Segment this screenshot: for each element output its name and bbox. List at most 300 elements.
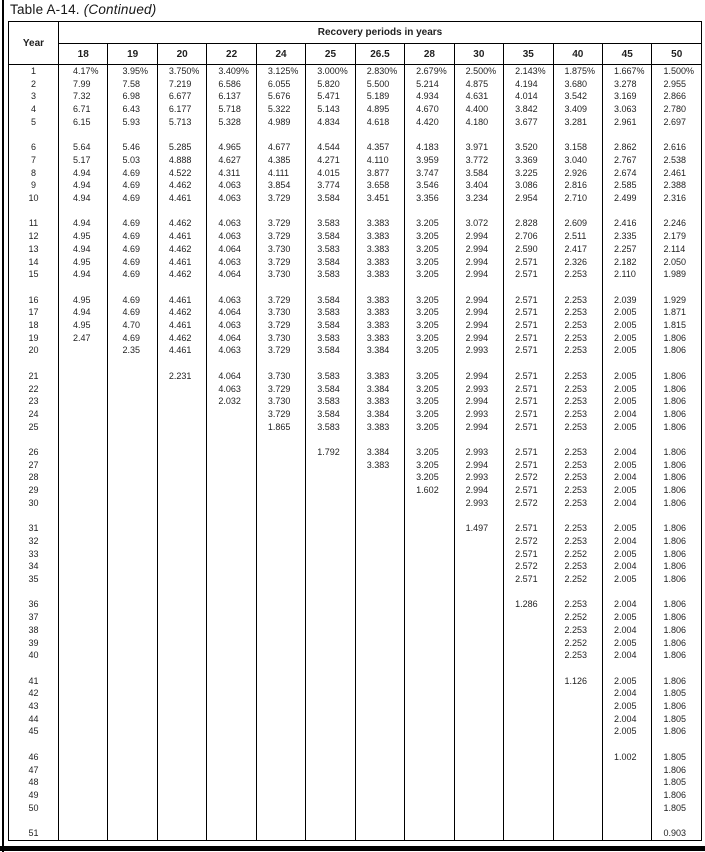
value-cell [256, 548, 305, 561]
value-cell: 3.000% [306, 65, 355, 78]
value-cell: 3.383 [355, 459, 404, 472]
value-cell: 3.729 [256, 383, 305, 396]
value-cell: 4.17% [59, 65, 108, 78]
value-cell: 2.005 [602, 459, 651, 472]
value-cell [553, 357, 602, 370]
value-cell [355, 357, 404, 370]
value-cell [59, 344, 108, 357]
table-row [9, 713, 702, 726]
value-cell: 1.806 [652, 675, 702, 688]
value-cell [157, 586, 206, 599]
value-cell: 2.004 [602, 598, 651, 611]
value-cell: 2.253 [553, 624, 602, 637]
value-cell [652, 129, 702, 142]
value-cell: 2.005 [602, 484, 651, 497]
value-cell: 1.126 [553, 675, 602, 688]
value-cell [454, 700, 503, 713]
value-cell: 3.584 [454, 167, 503, 180]
value-cell: 2.994 [454, 256, 503, 269]
value-cell: 1.806 [652, 700, 702, 713]
value-cell [405, 789, 454, 802]
value-cell [59, 827, 108, 840]
value-cell: 3.730 [256, 395, 305, 408]
value-cell: 4.834 [306, 116, 355, 129]
value-cell: 4.69 [108, 268, 157, 281]
value-cell: 2.253 [553, 459, 602, 472]
value-cell [454, 814, 503, 827]
value-cell [59, 205, 108, 218]
year-cell: 36 [9, 598, 59, 611]
value-cell: 3.772 [454, 154, 503, 167]
value-cell [602, 662, 651, 675]
value-cell [602, 738, 651, 751]
value-cell [405, 637, 454, 650]
value-cell [59, 814, 108, 827]
table-row [9, 649, 702, 662]
value-cell [454, 776, 503, 789]
value-cell: 2.004 [602, 624, 651, 637]
table-row [9, 167, 702, 180]
value-cell [207, 586, 256, 599]
value-cell: 3.383 [355, 268, 404, 281]
value-cell [553, 827, 602, 840]
value-cell [306, 789, 355, 802]
value-cell [405, 129, 454, 142]
value-cell [108, 586, 157, 599]
value-cell: 2.571 [504, 548, 553, 561]
value-cell: 2.994 [454, 294, 503, 307]
value-cell: 7.99 [59, 78, 108, 91]
value-cell: 4.94 [59, 167, 108, 180]
value-cell: 1.806 [652, 395, 702, 408]
value-cell [454, 433, 503, 446]
value-cell [306, 687, 355, 700]
value-cell [652, 433, 702, 446]
value-cell [454, 725, 503, 738]
value-cell [454, 281, 503, 294]
value-cell [59, 611, 108, 624]
value-cell [355, 738, 404, 751]
table-row [9, 179, 702, 192]
value-cell: 2.866 [652, 90, 702, 103]
value-cell [355, 662, 404, 675]
value-cell: 3.677 [504, 116, 553, 129]
value-cell [59, 548, 108, 561]
col-header-20: 20 [157, 44, 206, 65]
table-row [9, 687, 702, 700]
year-cell: 14 [9, 256, 59, 269]
value-cell: 1.815 [652, 319, 702, 332]
value-cell [59, 357, 108, 370]
value-cell: 3.072 [454, 217, 503, 230]
value-cell: 2.961 [602, 116, 651, 129]
value-cell [59, 675, 108, 688]
value-cell: 4.461 [157, 230, 206, 243]
value-cell [306, 738, 355, 751]
value-cell: 5.328 [207, 116, 256, 129]
year-cell [9, 357, 59, 370]
value-cell [108, 751, 157, 764]
value-cell: 3.384 [355, 383, 404, 396]
value-cell [405, 205, 454, 218]
year-cell: 5 [9, 116, 59, 129]
value-cell [256, 713, 305, 726]
value-cell [355, 471, 404, 484]
value-cell [207, 408, 256, 421]
value-cell [157, 535, 206, 548]
value-cell [157, 611, 206, 624]
value-cell: 3.542 [553, 90, 602, 103]
value-cell: 4.69 [108, 306, 157, 319]
value-cell: 2.571 [504, 344, 553, 357]
value-cell [108, 649, 157, 662]
value-cell: 2.182 [602, 256, 651, 269]
value-cell: 4.95 [59, 230, 108, 243]
value-cell: 3.205 [405, 370, 454, 383]
value-cell [108, 789, 157, 802]
value-cell: 2.253 [553, 560, 602, 573]
value-cell: 1.286 [504, 598, 553, 611]
value-cell [355, 675, 404, 688]
value-cell: 2.571 [504, 446, 553, 459]
value-cell: 3.729 [256, 408, 305, 421]
year-cell: 2 [9, 78, 59, 91]
value-cell [306, 776, 355, 789]
value-cell [157, 814, 206, 827]
value-cell [355, 637, 404, 650]
col-header-45: 45 [602, 44, 651, 65]
value-cell [652, 281, 702, 294]
value-cell: 2.674 [602, 167, 651, 180]
value-cell [504, 814, 553, 827]
value-cell: 1.805 [652, 687, 702, 700]
value-cell: 4.014 [504, 90, 553, 103]
value-cell [454, 827, 503, 840]
value-cell [405, 611, 454, 624]
value-cell [553, 586, 602, 599]
spacer-row [9, 814, 702, 827]
table-row [9, 560, 702, 573]
value-cell: 2.335 [602, 230, 651, 243]
value-cell [59, 560, 108, 573]
value-cell: 1.806 [652, 637, 702, 650]
value-cell: 3.205 [405, 344, 454, 357]
value-cell: 5.676 [256, 90, 305, 103]
value-cell [108, 471, 157, 484]
value-cell: 4.063 [207, 179, 256, 192]
value-cell: 4.064 [207, 306, 256, 319]
value-cell [207, 548, 256, 561]
value-cell [59, 510, 108, 523]
value-cell: 3.205 [405, 268, 454, 281]
value-cell: 2.417 [553, 243, 602, 256]
value-cell: 5.322 [256, 103, 305, 116]
col-header-28: 28 [405, 44, 454, 65]
value-cell: 4.063 [207, 383, 256, 396]
value-cell: 2.461 [652, 167, 702, 180]
value-cell: 6.98 [108, 90, 157, 103]
value-cell [355, 586, 404, 599]
spacer-row [9, 662, 702, 675]
value-cell [256, 751, 305, 764]
year-cell: 22 [9, 383, 59, 396]
value-cell [207, 814, 256, 827]
value-cell: 3.730 [256, 268, 305, 281]
value-cell [306, 598, 355, 611]
value-cell: 3.680 [553, 78, 602, 91]
value-cell [504, 675, 553, 688]
value-cell: 3.278 [602, 78, 651, 91]
value-cell: 4.015 [306, 167, 355, 180]
value-cell [59, 408, 108, 421]
value-cell [355, 713, 404, 726]
value-cell: 4.69 [108, 167, 157, 180]
page-left-rule [2, 0, 4, 852]
value-cell: 3.584 [306, 383, 355, 396]
value-cell: 1.806 [652, 421, 702, 434]
value-cell [108, 802, 157, 815]
year-cell: 44 [9, 713, 59, 726]
value-cell: 6.177 [157, 103, 206, 116]
value-cell: 2.500% [454, 65, 503, 78]
value-cell [256, 624, 305, 637]
year-cell: 26 [9, 446, 59, 459]
value-cell [454, 586, 503, 599]
value-cell [454, 764, 503, 777]
value-cell [59, 573, 108, 586]
value-cell: 2.862 [602, 141, 651, 154]
value-cell [405, 764, 454, 777]
value-cell [504, 662, 553, 675]
value-cell: 1.805 [652, 802, 702, 815]
value-cell [207, 560, 256, 573]
value-cell: 4.895 [355, 103, 404, 116]
value-cell [454, 738, 503, 751]
value-cell: 3.546 [405, 179, 454, 192]
value-cell: 3.747 [405, 167, 454, 180]
value-cell [256, 586, 305, 599]
value-cell: 2.005 [602, 637, 651, 650]
table-row [9, 789, 702, 802]
spacer-row [9, 510, 702, 523]
value-cell [504, 738, 553, 751]
value-cell: 2.830% [355, 65, 404, 78]
value-cell [108, 484, 157, 497]
value-cell: 4.95 [59, 256, 108, 269]
value-cell [306, 827, 355, 840]
value-cell [108, 446, 157, 459]
value-cell: 2.253 [553, 421, 602, 434]
value-cell: 1.805 [652, 751, 702, 764]
value-cell [157, 637, 206, 650]
spacer-row [9, 433, 702, 446]
value-cell: 3.205 [405, 332, 454, 345]
value-cell [553, 789, 602, 802]
value-cell [157, 205, 206, 218]
table-row [9, 535, 702, 548]
value-cell: 3.729 [256, 256, 305, 269]
value-cell: 1.500% [652, 65, 702, 78]
value-cell [256, 357, 305, 370]
value-cell: 4.180 [454, 116, 503, 129]
value-cell [454, 751, 503, 764]
value-cell [306, 471, 355, 484]
year-cell [9, 586, 59, 599]
value-cell [157, 662, 206, 675]
value-cell: 3.583 [306, 306, 355, 319]
value-cell [256, 535, 305, 548]
value-cell: 3.205 [405, 319, 454, 332]
value-cell: 3.729 [256, 319, 305, 332]
value-cell [454, 357, 503, 370]
year-cell: 21 [9, 370, 59, 383]
value-cell: 2.253 [553, 484, 602, 497]
value-cell [108, 776, 157, 789]
value-cell: 2.005 [602, 383, 651, 396]
value-cell: 5.143 [306, 103, 355, 116]
value-cell [652, 738, 702, 751]
table-row [9, 141, 702, 154]
value-cell: 2.572 [504, 535, 553, 548]
value-cell [553, 738, 602, 751]
value-cell: 1.806 [652, 383, 702, 396]
year-cell: 3 [9, 90, 59, 103]
value-cell: 4.95 [59, 294, 108, 307]
year-cell: 37 [9, 611, 59, 624]
value-cell [59, 370, 108, 383]
value-cell: 2.004 [602, 408, 651, 421]
value-cell: 5.500 [355, 78, 404, 91]
value-cell [157, 649, 206, 662]
value-cell [454, 662, 503, 675]
value-cell [59, 764, 108, 777]
value-cell: 4.888 [157, 154, 206, 167]
table-body [9, 65, 702, 841]
year-cell: 41 [9, 675, 59, 688]
value-cell [405, 802, 454, 815]
value-cell [553, 751, 602, 764]
value-cell: 4.69 [108, 217, 157, 230]
value-cell: 3.205 [405, 459, 454, 472]
value-cell [256, 484, 305, 497]
value-cell [504, 205, 553, 218]
value-cell [405, 586, 454, 599]
value-cell: 2.590 [504, 243, 553, 256]
value-cell: 1.806 [652, 611, 702, 624]
table-row [9, 65, 702, 78]
table-row [9, 217, 702, 230]
value-cell [59, 725, 108, 738]
year-cell [9, 662, 59, 675]
value-cell: 1.806 [652, 725, 702, 738]
value-cell: 3.584 [306, 230, 355, 243]
value-cell: 2.004 [602, 687, 651, 700]
value-cell: 2.571 [504, 306, 553, 319]
value-cell: 2.005 [602, 370, 651, 383]
recovery-periods-header: Recovery periods in years [59, 22, 702, 44]
value-cell: 1.806 [652, 624, 702, 637]
value-cell: 3.383 [355, 395, 404, 408]
value-cell: 3.584 [306, 408, 355, 421]
value-cell: 4.064 [207, 370, 256, 383]
col-header-26.5: 26.5 [355, 44, 404, 65]
value-cell: 1.806 [652, 522, 702, 535]
value-cell: 4.462 [157, 306, 206, 319]
value-cell [306, 814, 355, 827]
value-cell [306, 586, 355, 599]
value-cell [553, 713, 602, 726]
table-row [9, 548, 702, 561]
value-cell: 5.285 [157, 141, 206, 154]
value-cell: 4.69 [108, 192, 157, 205]
value-cell [157, 560, 206, 573]
depreciation-rate-table [8, 21, 702, 841]
value-cell [207, 357, 256, 370]
table-row [9, 675, 702, 688]
value-cell [157, 446, 206, 459]
year-cell: 1 [9, 65, 59, 78]
value-cell: 2.004 [602, 560, 651, 573]
year-cell: 27 [9, 459, 59, 472]
value-cell: 3.730 [256, 370, 305, 383]
value-cell [355, 687, 404, 700]
value-cell [59, 789, 108, 802]
value-cell: 4.94 [59, 268, 108, 281]
value-cell [207, 662, 256, 675]
value-cell [504, 789, 553, 802]
value-cell [405, 725, 454, 738]
value-cell [256, 510, 305, 523]
value-cell: 2.004 [602, 649, 651, 662]
value-cell: 2.585 [602, 179, 651, 192]
year-cell: 11 [9, 217, 59, 230]
value-cell [602, 510, 651, 523]
table-row [9, 154, 702, 167]
value-cell: 2.143% [504, 65, 553, 78]
value-cell: 3.583 [306, 395, 355, 408]
table-row [9, 751, 702, 764]
table-row [9, 764, 702, 777]
value-cell [157, 548, 206, 561]
value-cell: 2.993 [454, 446, 503, 459]
value-cell [207, 725, 256, 738]
value-cell [59, 522, 108, 535]
value-cell [108, 395, 157, 408]
year-cell: 7 [9, 154, 59, 167]
value-cell: 4.69 [108, 332, 157, 345]
value-cell: 4.69 [108, 179, 157, 192]
page-title [10, 2, 156, 17]
value-cell: 2.994 [454, 306, 503, 319]
value-cell [108, 764, 157, 777]
value-cell [602, 205, 651, 218]
value-cell: 2.993 [454, 497, 503, 510]
value-cell [256, 687, 305, 700]
value-cell: 3.356 [405, 192, 454, 205]
value-cell: 4.70 [108, 319, 157, 332]
value-cell: 4.544 [306, 141, 355, 154]
value-cell: 2.994 [454, 484, 503, 497]
value-cell [454, 802, 503, 815]
value-cell: 4.631 [454, 90, 503, 103]
year-cell: 28 [9, 471, 59, 484]
value-cell: 3.125% [256, 65, 305, 78]
value-cell [59, 586, 108, 599]
value-cell: 2.710 [553, 192, 602, 205]
value-cell [59, 662, 108, 675]
value-cell [306, 535, 355, 548]
value-cell [454, 205, 503, 218]
